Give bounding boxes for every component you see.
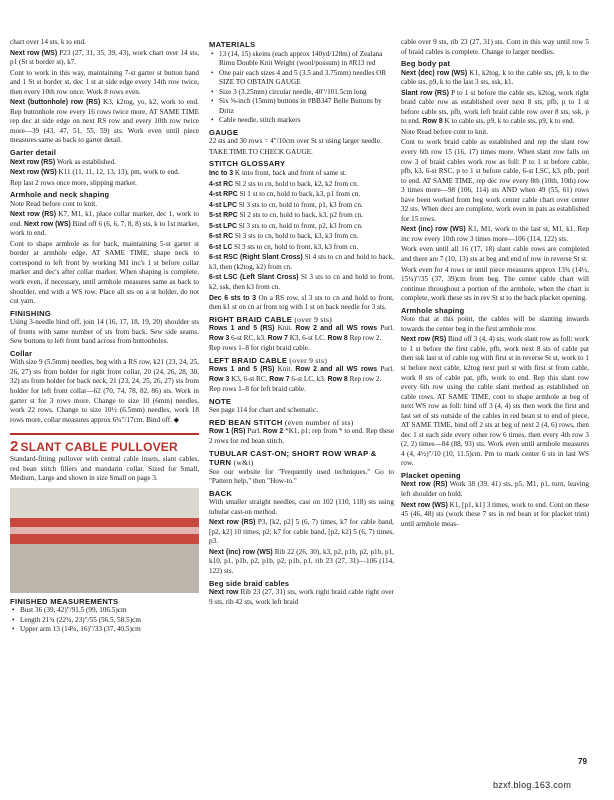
glossary-entry: 5-st RPC Sl 2 sts to cn, hold to back, k3, p2 from cn. xyxy=(209,211,364,220)
column-middle xyxy=(209,38,394,743)
heading-tubular-cast-on: TUBULAR CAST-ON; SHORT ROW WRAP & TURN (w&t) xyxy=(209,448,377,468)
heading-stitch-glossary: STITCH GLOSSARY xyxy=(209,159,286,169)
paragraph: Cont to shape armhole as for back, maintaining 5-st garter st border at armhole edge, AT SAME TIME, shape neck to correspond to left front by working M1 inc's 1 st before collar marker and dec's after collar marker. When shaping is complete, work even, if necessary, until armhole measures same as back to shoulder, end with a WS row. Place all sts on a st holder, do not cut yarn. xyxy=(10,239,199,306)
paragraph: See page 114 for chart and schematic. xyxy=(209,406,318,415)
list-item: • Length 21¾ (22¾, 23)"/55 (56.5, 58.5)cm xyxy=(16,616,199,626)
heading-collar: Collar xyxy=(10,348,33,358)
paragraph: Rep rows 1–8 for right braid cable. xyxy=(209,344,310,353)
list-item: • Size 3 (3.25mm) circular needle, 40"/101.5cm long xyxy=(215,88,394,98)
heading-back: BACK xyxy=(209,488,233,498)
paragraph: Rep rows 1–8 for left braid cable. xyxy=(209,385,306,394)
column-left xyxy=(10,38,199,743)
paragraph: cable over 9 sts, rib 23 (27, 31) sts. Cont in this way until row 5 of braid cables is complete. Change to larger needles. xyxy=(401,38,589,56)
heading-placket-opening: Placket opening xyxy=(401,470,461,480)
heading-finishing: FINISHING xyxy=(10,308,52,318)
paragraph: Next (inc) row (WS) Rib 22 (26, 30), k3, p2, p1b, p2, p1b, p1, k10, p1, p1b, p2, p1b, p2, p1b, p1, rib 23 (27, 31)—106 (114, 122) sts. xyxy=(209,547,394,575)
paragraph: Rows 1 and 5 (RS) Knit. Row 2 and all WS rows Purl. Row 3 K3, 6-st RC. Row 7 6-st LC, k3. Row 8 Rep row 2. xyxy=(209,365,394,383)
heading-armhole-neck: Armhole and neck shaping xyxy=(10,190,110,200)
paragraph: 22 sts and 30 rows = 4"/10cm over St st using larger needle. xyxy=(209,137,382,146)
glossary-entry: 6-st RSC (Right Slant Cross) Sl 4 sts to cn and hold to back, k3, then (k2tog, k2) from cn. xyxy=(209,253,394,271)
heading-left-braid-cable: LEFT BRAID CABLE (over 9 sts) xyxy=(209,355,328,365)
sweater-photo xyxy=(10,488,199,593)
glossary-entry: 4-st RPC Sl 1 st to cn, hold to back, k3, p1 from cn. xyxy=(209,190,361,199)
glossary-entry: 4-st LPC Sl 3 sts to cn, hold to front, p1, k3 from cn. xyxy=(209,200,363,209)
paragraph: Row 1 (RS) Purl. Row 2 *K1, p1; rep from * to end. Rep these 2 rows for red bean stitch. xyxy=(209,427,394,445)
paragraph: Next row (RS) Bind off 3 (4, 4) sts, work slant row as foll: work to 1 st before the first cable, pfb, work next 8 sts of cable pat then ssk last st of cable tog with first st in reverse St st, work to 1 st before next cable, k2tog next purl st with first st from cable, work 8 sts of cable pat, pfb, work to end. Rep this slant row every 6th row using the cable slant method as established on cable rows. AT SAME TIME, cont to shape armhole at beg of next WS row as foll: bind off 3 (4, 4) sts then work the first and last set of sts outside of the cables in red bean st to end of piece, AT SAME TIME, bind off 2 sts at beg of next 2 (4, 6) rows, then dec 1 st each side every other row 6 times, then every 4th row 3 (2, 2) times—84 (88, 93) sts. Work even until armhole measures 4 (4, 4½)"/10 (10, 11.5)cm. Pm to mark center 6 sts in last WS row. xyxy=(401,335,589,468)
paragraph: Next row (RS) K7, M1, k1, place collar marker, dec 1, work to end. Next row (WS) Bind off 6 (6, 6, 7, 8, 8) sts, k to 1st marker, work to end. xyxy=(10,210,199,238)
paragraph: Next row (RS) Work as established. xyxy=(10,157,116,166)
heading-body-pat: Beg body pat xyxy=(401,59,451,69)
paragraph: Rep last 2 rows once more, slipping marker. xyxy=(10,178,137,187)
glossary-entry: 6-st RC Sl 3 sts to cn, hold to back, k3, k3 from cn. xyxy=(209,232,359,241)
heading-materials: MATERIALS xyxy=(209,40,256,49)
glossary-entry: 6-st LC Sl 3 sts to cn, hold to front, k3, k3 from cn. xyxy=(209,242,359,251)
paragraph: Next row (RS) P3, [k2, p2] 5 (6, 7) times, k7 for cable band, [p2, k2] 10 times, p2; k7 for cable band, [p2, k2] 5 (6, 7) times, p3. xyxy=(209,518,394,546)
list-item: • Cable needle, stitch markers xyxy=(215,116,394,126)
paragraph: Next row (WS) K11 (11, 11, 12, 13, 13), pm, work to end. xyxy=(10,168,180,177)
list-item: • One pair each sizes 4 and 5 (3.5 and 3.75mm) needles OR SIZE TO OBTAIN GAUGE xyxy=(215,69,394,88)
list-item: • Upper arm 13 (14¾, 16)"/33 (37, 40.5)cm xyxy=(16,625,199,635)
paragraph: Next (buttonhole) row (RS) K3, k2tog, yo, k2, work to end. Rep buttonhole row every 16 rows twice more, AT SAME TIME rep dec at side edge on next RS row and every 10th row twice more—39 (43, 47, 51, 55, 59) sts. Work even until piece measures same as back to garter detail. xyxy=(10,98,199,145)
materials-list xyxy=(209,50,394,126)
pattern-title: 2 SLANT CABLE PULLOVER xyxy=(10,438,178,456)
pattern-title-block xyxy=(10,433,199,455)
paragraph: Note that at this point, the cables will be slanting inwards towards the center beg in the first armhole row. xyxy=(401,315,589,333)
list-item: • Six ⅝-inch (15mm) buttons in #BB347 Belle Buttons by Dritz xyxy=(215,97,394,116)
glossary-entry: 4-st RC Sl 2 sts to cn, hold to back, k2, k2 from cn. xyxy=(209,179,359,188)
heading-right-braid-cable: RIGHT BRAID CABLE (over 9 sts) xyxy=(209,314,333,324)
pattern-intro: Standard-fitting pullover with central cable insets, slant cables, red bean stitch fillers and mandarin collar. Sized for Small, Medium, Large and shown in size Small on page 3. xyxy=(10,455,199,483)
paragraph: Next row (WS) K1, [p1, k1] 3 times, work to end. Cont on these 45 (46, 48) sts (work these 7 sts in red bean st for placket trim) until armhole meas- xyxy=(401,500,589,528)
column-right xyxy=(401,38,589,743)
paragraph: chart over 14 sts, k to end. xyxy=(10,38,86,46)
paragraph: Work even for 4 rows or until piece measures approx 13¾ (14½, 15¼)"/35 (37, 39)cm from beg. The center cable chart will continue throughout a portion of the armhole, when the chart is complete, work these sts in rev St st to the back placket opening. xyxy=(401,265,589,303)
paragraph: Next row (RS) Work 38 (39, 41) sts, p5, M1, p1, turn, leaving left shoulder on hold. xyxy=(401,480,589,499)
watermark: bzxf.blog.163.com xyxy=(493,780,572,790)
heading-finished-measurements: FINISHED MEASUREMENTS xyxy=(10,596,119,606)
paragraph: Next (dec) row (WS) K1, k2tog, k to the cable sts, p9, k to the cable sts, p9, k to the last 3 sts, ssk, k1. xyxy=(401,68,589,87)
paragraph: Next row Rib 23 (27, 31) sts, work right braid cable right over 9 sts, rib 42 sts, work left braid xyxy=(209,588,394,606)
glossary-entry: 5-st LPC Sl 3 sts to cn, hold to front, p2, k3 from cn. xyxy=(209,221,363,230)
paragraph: TAKE TIME TO CHECK GAUGE. xyxy=(209,147,313,156)
paragraph: Next row (WS) P23 (27, 31, 35, 39, 43), work chart over 14 sts, p1 (St st border st), k7. xyxy=(10,48,199,67)
paragraph: Using 3-needle bind off, join 14 (16, 17, 18, 19, 20) shoulder sts of fronts with same number of sts from back. Sew side seams. Sew buttons to left front band across from buttonholes. xyxy=(10,318,199,346)
heading-garter-detail: Garter detail xyxy=(10,148,57,158)
paragraph: Slant row (RS) P to 1 st before the cable sts, k2tog, work right braid cable row as established over next 8 sts, pfb, p to 1 st before cable sts, pfb, work left braid cable row over 8 sts, ssk, p to end. Row 8 K to cable sts, p9, k to cable sts, p9, k to end. xyxy=(401,88,589,126)
heading-note: NOTE xyxy=(209,396,232,406)
paragraph: With size 9 (5.5mm) needles, beg with a RS row, k21 (23, 24, 25, 26, 27) sts from holder for right front collar, 20 (24, 26, 28, 30, 32) sts from holder for back neck, 21 (23, 24, 25, 26, 27) sts from holder for left front collar—62 (70, 74, 78, 82, 86) sts. Work in garter st for 3 rows more. Change to size 10 (6mm) needles, work 22 rows. Change to size 10½ (6.5mm) needles, work 18 rows more, collar measures approx 6¾"/17cm. Bind off. ◆ xyxy=(10,358,199,424)
measurements-list xyxy=(10,606,199,635)
list-item: • Bust 36 (39, 42)"/91.5 (99, 106.5)cm xyxy=(16,606,199,616)
paragraph: Next (inc) row (WS) K1, M1, work to the last st, M1, k1. Rep inc row every 10th row 3 times more—106 (114, 122) sts. xyxy=(401,225,589,243)
glossary-entry: Dec 6 sts to 3 On a RS row, sl 3 sts to cn and hold to front, then k1 st on cn at front tog with 1 st on back needle for 3 sts. xyxy=(209,293,394,312)
paragraph: Cont to work braid cable as established and rep the slant row every 6th row 15 (16, 17) times more. When slant row falls on row 3 of braid cables work row as foll: P to 1 st before cable, pfb, k3, 6-st RSC, p to 1 st before cable, 6-st LSC, k3, pfb, purl to end. AT SAME TIME, rep dec row every 8th (10th, 10th) row 3 times more—98 (106, 114) sts AND when 49 (55, 61) rows have been worked from beg work center cable chart over center 32 sts. When decs are complete, work even in pats as established for 15 rows. xyxy=(401,138,589,223)
paragraph: Note Read before cont to knit. xyxy=(401,127,489,136)
heading-gauge: GAUGE xyxy=(209,127,239,137)
heading-armhole-shaping: Armhole shaping xyxy=(401,305,465,315)
paragraph: Cont to work in this way, maintaining 7-st garter st button band and 1 St st border st, dec 1 st at side edge every 14th row twice, then every 10th row once. Work 8 rows even. xyxy=(10,68,199,96)
paragraph: Rows 1 and 5 (RS) Knit. Row 2 and all WS rows Purl. Row 3 6-st RC, k3. Row 7 K3, 6-st LC. Row 8 Rep row 2. xyxy=(209,324,394,342)
paragraph: With smaller straight needles, cast on 102 (110, 118) sts using tubular cast-on method. xyxy=(209,498,394,516)
glossary-entry: 6-st LSC (Left Slant Cross) Sl 3 sts to cn and hold to front, k2, ssk, then k3 from cn. xyxy=(209,273,394,291)
list-item: • 13 (14, 15) skeins (each approx 140yd/128m) of Zealana Rimu Double Knit Weight (wool/possum) in #R13 red xyxy=(215,50,394,69)
paragraph: Work even until all 16 (17, 18) slant cable rows are completed and there are 7 (10, 13) sts at beg and end of row in reverse St st. xyxy=(401,245,589,263)
glossary-entry: Inc to 3 K into front, back and front of same st. xyxy=(209,168,347,177)
heading-red-bean-stitch: RED BEAN STITCH (even number of sts) xyxy=(209,417,354,427)
heading-side-braid-cables: Beg side braid cables xyxy=(209,578,290,588)
page-number: 79 xyxy=(578,757,587,766)
paragraph: Note Read before cont to knit. xyxy=(10,199,98,208)
paragraph: See our website for "Frequently used techniques." Go to "Pattern help," then "How-to." xyxy=(209,467,394,486)
